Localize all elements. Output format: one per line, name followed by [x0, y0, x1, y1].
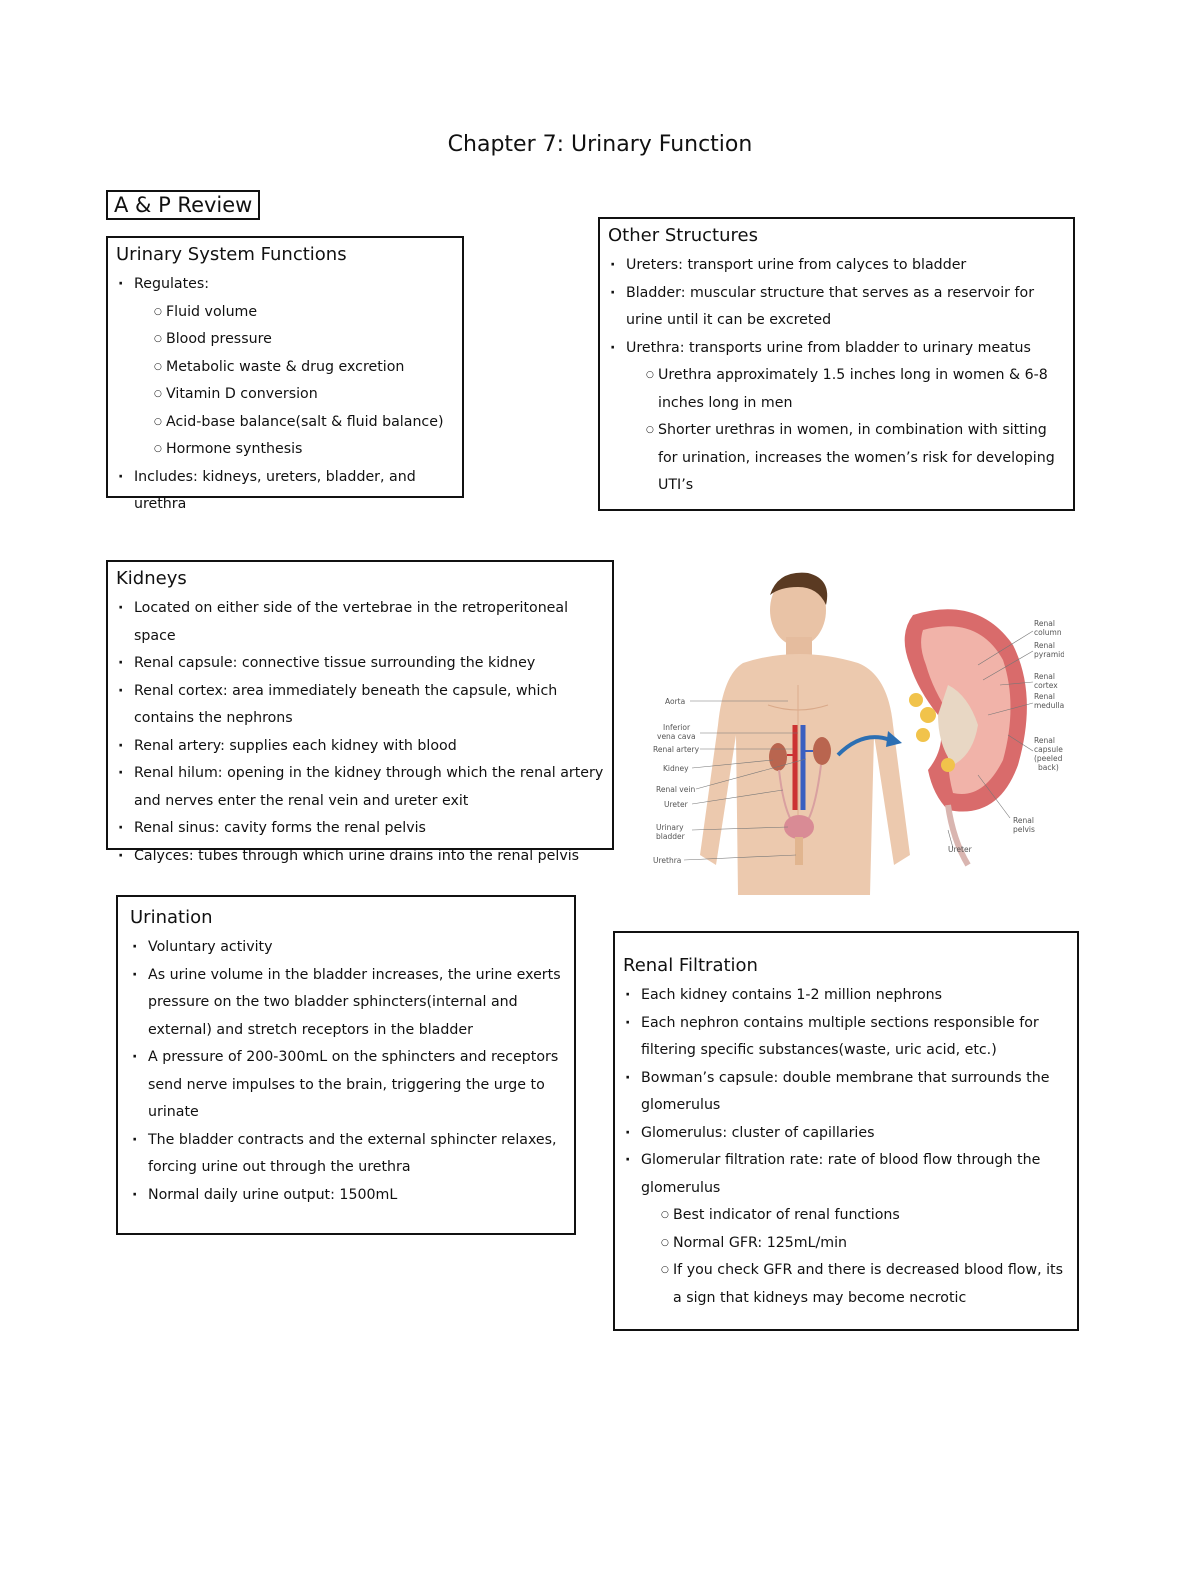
diagram-label: Urethra — [653, 856, 682, 865]
diagram-label: Renal — [1034, 736, 1055, 745]
sub-list-item: ○ Blood pressure — [116, 326, 454, 354]
right-kidney-shape — [813, 737, 831, 765]
list-item: · The bladder contracts and the external sphincter relaxes, forcing urine out through the urethra — [130, 1127, 562, 1182]
urinary-functions-list — [116, 271, 454, 519]
list-item: · Urethra: transports urine from bladder to urinary meatus — [608, 335, 1065, 363]
diagram-label: Kidney — [663, 764, 689, 773]
diagram-label: Urinary — [656, 823, 684, 832]
list-item: · Renal sinus: cavity forms the renal pelvis — [116, 815, 604, 843]
bladder-shape — [784, 815, 814, 839]
sub-list-item: ○ Vitamin D conversion — [116, 381, 454, 409]
list-item: · Renal capsule: connective tissue surrounding the kidney — [116, 650, 604, 678]
urinary-functions-box — [106, 236, 464, 512]
list-item: · Renal cortex: area immediately beneath the capsule, which contains the nephrons — [116, 678, 604, 733]
diagram-label: vena cava — [657, 732, 696, 741]
list-item: · Regulates: — [116, 271, 454, 299]
sub-list-item: ○ Metabolic waste & drug excretion — [116, 354, 454, 382]
sub-list-item: ○ Acid-base balance(salt & fluid balance) — [116, 409, 454, 437]
page-title: Chapter 7: Urinary Function — [447, 132, 753, 157]
diagram-label: Renal — [1034, 672, 1055, 681]
diagram-label: Renal — [1034, 619, 1055, 628]
sub-list-item: ○ Best indicator of renal functions — [623, 1202, 1065, 1230]
list-item: · Ureters: transport urine from calyces to bladder — [608, 252, 1065, 280]
diagram-label: cortex — [1034, 681, 1058, 690]
sub-list-item: ○ Fluid volume — [116, 299, 454, 327]
list-item: · Voluntary activity — [130, 934, 562, 962]
sub-list-item: ○ If you check GFR and there is decreased blood flow, its a sign that kidneys may become necrotic — [623, 1257, 1065, 1312]
urination-list — [130, 934, 562, 1209]
diagram-label: (peeled — [1034, 754, 1063, 763]
urination-heading: Urination — [130, 907, 213, 928]
sub-list-item: ○ Urethra approximately 1.5 inches long in women & 6-8 inches long in men — [608, 362, 1065, 417]
diagram-label: medulla — [1034, 701, 1064, 710]
diagram-label: Aorta — [665, 697, 686, 706]
other-structures-list — [608, 252, 1065, 500]
sub-list-item: ○ Hormone synthesis — [116, 436, 454, 464]
section-tag: A & P Review — [106, 190, 260, 220]
kidneys-box — [106, 560, 614, 864]
sub-list-item: ○ Shorter urethras in women, in combination with sitting for urination, increases the women’s risk for developing UTI’s — [608, 417, 1065, 500]
list-item: · Bowman’s capsule: double membrane that surrounds the glomerulus — [623, 1065, 1065, 1120]
diagram-label: Inferior — [663, 723, 691, 732]
diagram-label: Renal vein — [656, 785, 696, 794]
list-item: · Each nephron contains multiple sections responsible for filtering specific substances(waste, uric acid, etc.) — [623, 1010, 1065, 1065]
diagram-label: Ureter — [664, 800, 688, 809]
diagram-label: pelvis — [1013, 825, 1035, 834]
kidneys-list — [116, 595, 604, 870]
list-item: · Glomerulus: cluster of capillaries — [623, 1120, 1065, 1148]
urinary-anatomy-diagram — [648, 565, 1064, 897]
diagram-label: Renal artery — [653, 745, 700, 754]
other-structures-box — [598, 217, 1075, 511]
list-item: · Normal daily urine output: 1500mL — [130, 1182, 562, 1210]
list-item: · Renal hilum: opening in the kidney through which the renal artery and nerves enter the renal vein and ureter exit — [116, 760, 604, 815]
renal-filtration-heading: Renal Filtration — [623, 955, 758, 976]
diagram-label: Ureter — [948, 845, 972, 854]
sub-list-item: ○ Normal GFR: 125mL/min — [623, 1230, 1065, 1258]
list-item: · Located on either side of the vertebrae in the retroperitoneal space — [116, 595, 604, 650]
list-item: · Each kidney contains 1-2 million nephrons — [623, 982, 1065, 1010]
renal-filtration-list — [623, 982, 1065, 1312]
diagram-label: pyramid — [1034, 650, 1064, 659]
list-item: · As urine volume in the bladder increases, the urine exerts pressure on the two bladder sphincters(internal and external) and stretch receptors in the bladder — [130, 962, 562, 1045]
diagram-label: Renal — [1034, 641, 1055, 650]
diagram-label: Renal — [1013, 816, 1034, 825]
list-item: · Calyces: tubes through which urine drains into the renal pelvis — [116, 843, 604, 871]
urination-box — [116, 895, 576, 1235]
kidney-cross-section — [905, 609, 1027, 865]
diagram-label: bladder — [656, 832, 685, 841]
kidneys-heading: Kidneys — [116, 568, 187, 589]
diagram-label: Renal — [1034, 692, 1055, 701]
list-item: · A pressure of 200-300mL on the sphincters and receptors send nerve impulses to the brain, triggering the urge to urinate — [130, 1044, 562, 1127]
list-item: · Renal artery: supplies each kidney with blood — [116, 733, 604, 761]
diagram-label: back) — [1038, 763, 1059, 772]
urinary-functions-heading: Urinary System Functions — [116, 244, 347, 265]
other-structures-heading: Other Structures — [608, 225, 758, 246]
list-item: · Bladder: muscular structure that serves as a reservoir for urine until it can be excreted — [608, 280, 1065, 335]
list-item: · Glomerular filtration rate: rate of blood flow through the glomerulus — [623, 1147, 1065, 1202]
diagram-label: column — [1034, 628, 1062, 637]
list-item: · Includes: kidneys, ureters, bladder, and urethra — [116, 464, 454, 519]
diagram-label: capsule — [1034, 745, 1063, 754]
renal-filtration-box — [613, 931, 1079, 1331]
